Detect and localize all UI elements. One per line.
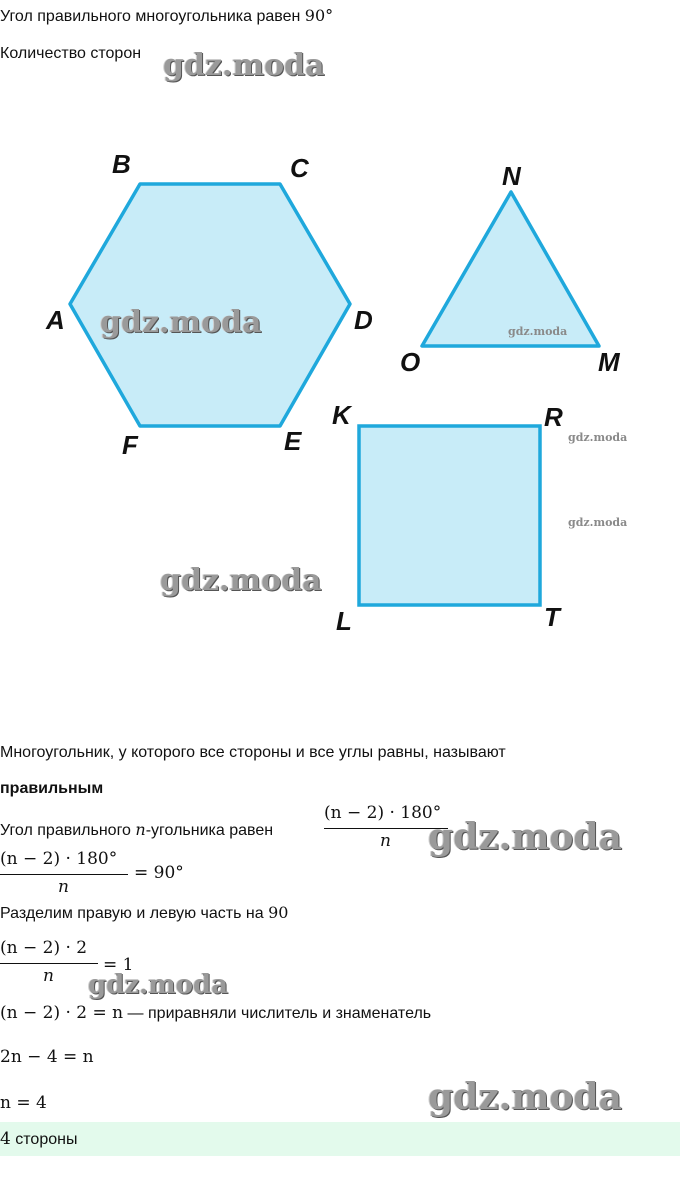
- vertex-label: D: [354, 305, 373, 335]
- watermark: gdz.moda: [160, 563, 322, 598]
- definition-term: правильным: [0, 780, 104, 797]
- equation-line-5: n = 4: [0, 1093, 47, 1113]
- answer: [0, 1129, 77, 1150]
- vertex-label: O: [400, 347, 421, 377]
- answer-highlight: [0, 1122, 680, 1156]
- fraction-bar: [0, 963, 98, 964]
- angle-formula-line: [0, 820, 273, 841]
- vertex-label: M: [598, 347, 620, 377]
- watermark: gdz.moda: [88, 970, 229, 1000]
- problem-statement-line: [0, 6, 333, 27]
- watermark: gdz.moda: [428, 1076, 622, 1118]
- fraction-denominator: n: [58, 877, 69, 897]
- equation-rhs: = 1: [103, 955, 134, 975]
- angle-text-suffix: -угольника равен: [145, 822, 274, 839]
- equation-line-4: 2n − 4 = n: [0, 1047, 94, 1067]
- divide-number: 90: [268, 903, 289, 922]
- fraction-numerator: (n − 2) · 180°: [324, 803, 442, 823]
- fraction-bar: [0, 874, 128, 875]
- square-shape: [359, 426, 540, 605]
- vertex-label: B: [112, 149, 131, 179]
- vertex-label: N: [502, 161, 521, 191]
- fraction-denominator: n: [43, 966, 54, 986]
- angle-value: 90°: [304, 6, 334, 25]
- watermark: gdz.moda: [568, 516, 628, 529]
- vertex-label: C: [290, 153, 309, 183]
- triangle-shape: [422, 192, 599, 346]
- vertex-label: L: [336, 606, 352, 636]
- fraction-numerator: (n − 2) · 2: [0, 938, 88, 958]
- equation-math: (n − 2) · 2 = n: [0, 1003, 124, 1023]
- answer-number: 4: [0, 1129, 11, 1149]
- vertex-label: K: [332, 400, 351, 430]
- vertex-label: F: [122, 430, 138, 460]
- watermark: gdz.moda: [100, 305, 262, 340]
- fraction-equation-1: [0, 849, 130, 899]
- equation-rhs: = 90°: [134, 863, 184, 883]
- fraction-numerator: (n − 2) · 180°: [0, 849, 118, 869]
- vertex-label: A: [46, 305, 65, 335]
- polygons-figure: [0, 140, 680, 640]
- watermark: gdz.moda: [428, 816, 622, 858]
- equation-line-3: [0, 1003, 431, 1024]
- fraction-denominator: n: [380, 831, 391, 851]
- watermark: gdz.moda: [163, 48, 325, 83]
- vertex-label: E: [284, 426, 302, 456]
- vertex-label: R: [544, 402, 563, 432]
- divide-line: [0, 903, 288, 924]
- watermark: gdz.moda: [508, 325, 568, 338]
- equation-comment: — приравняли числитель и знаменатель: [123, 1005, 432, 1022]
- angle-text-prefix: Угол правильного: [0, 822, 136, 839]
- answer-text: стороны: [10, 1131, 78, 1148]
- watermark: gdz.moda: [568, 431, 628, 444]
- sides-count-label: Количество сторон: [0, 45, 142, 62]
- definition-text: Многоугольник, у которого все стороны и все углы равны, называют: [0, 744, 506, 761]
- vertex-label: T: [544, 602, 560, 632]
- problem-text: Угол правильного многоугольника равен: [0, 8, 305, 25]
- divide-text: Разделим правую и левую часть на: [0, 905, 269, 922]
- variable-n: n: [135, 820, 146, 839]
- fraction-equation-2: [0, 938, 100, 988]
